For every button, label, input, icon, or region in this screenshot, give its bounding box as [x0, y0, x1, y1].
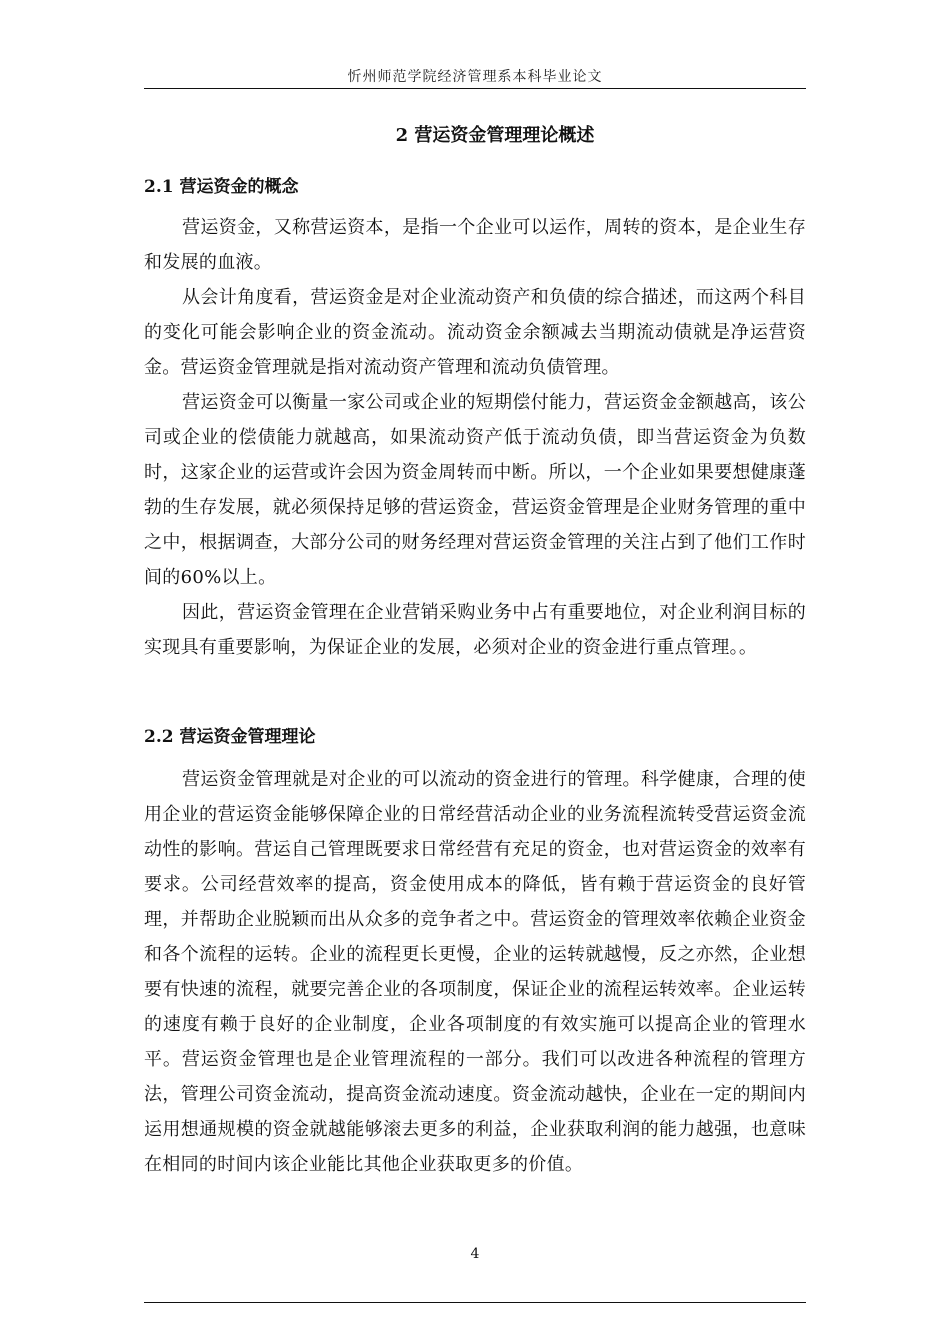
running-header: 忻州师范学院经济管理系本科毕业论文 — [347, 69, 603, 85]
paragraph-2-1-4: 因此，营运资金管理在企业营销采购业务中占有重要地位，对企业利润目标的实现具有重要影响，为保证企业的发展，必须对企业的资金进行重点管理。。 — [144, 602, 806, 658]
paragraph-2-1-1: 营运资金，又称营运资本，是指一个企业可以运作，周转的资本，是企业生存和发展的血液。 — [144, 217, 806, 273]
chapter-title: 2 营运资金管理理论概述 — [395, 125, 595, 146]
section-title-2-1: 2.1 营运资金的概念 — [144, 177, 299, 197]
footer-rule — [144, 1302, 806, 1303]
paragraph-2-1-2: 从会计角度看，营运资金是对企业流动资产和负债的综合描述，而这两个科目的变化可能会影响企业的资金流动。流动资金余额减去当期流动债就是净运营资金。营运资金管理就是指对流动资产管理和流动负债管理。 — [144, 287, 806, 378]
section-title-2-2: 2.2 营运资金管理理论 — [144, 727, 316, 747]
paragraph-2-2-1: 营运资金管理就是对企业的可以流动的资金进行的管理。科学健康，合理的使用企业的营运资金能够保障企业的日常经营活动企业的业务流程流转受营运资金流动性的影响。营运自己管理既要求日常经营有充足的资金，也对营运资金的效率有要求。公司经营效率的提高，资金使用成本的降低，皆有赖于营运资金的良好管理，并帮助企业脱颖而出从众多的竞争者之中。营运资金的管理效率依赖企业资金和各个流程的运转。企业的流程更长更慢，企业的运转就越慢，反之亦然，企业想要有快速的流程，就要完善企业的各项制度，保证企业的流程运转效率。企业运转的速度有赖于良好的企业制度，企业各项制度的有效实施可以提高企业的管理水平。营运资金管理也是企业管理流程的一部分。我们可以改进各种流程的管理方法，管理公司资金流动，提高资金流动速度。资金流动越快，企业在一定的期间内运用想通规模的资金就越能够滚去更多的利益，企业获取利润的能力越强，也意味在相同的时间内该企业能比其他企业获取更多的价值。 — [144, 769, 806, 1175]
header-rule — [144, 88, 806, 89]
page-number: 4 — [470, 1246, 480, 1262]
paragraph-2-1-3: 营运资金可以衡量一家公司或企业的短期偿付能力，营运资金金额越高，该公司或企业的偿债能力就越高，如果流动资产低于流动负债，即当营运资金为负数时，这家企业的运营或许会因为资金周转而中断。所以，一个企业如果要想健康蓬勃的生存发展，就必须保持足够的营运资金，营运资金管理是企业财务管理的重中之中，根据调查，大部分公司的财务经理对营运资金管理的关注占到了他们工作时间的60%以上。 — [144, 392, 806, 588]
